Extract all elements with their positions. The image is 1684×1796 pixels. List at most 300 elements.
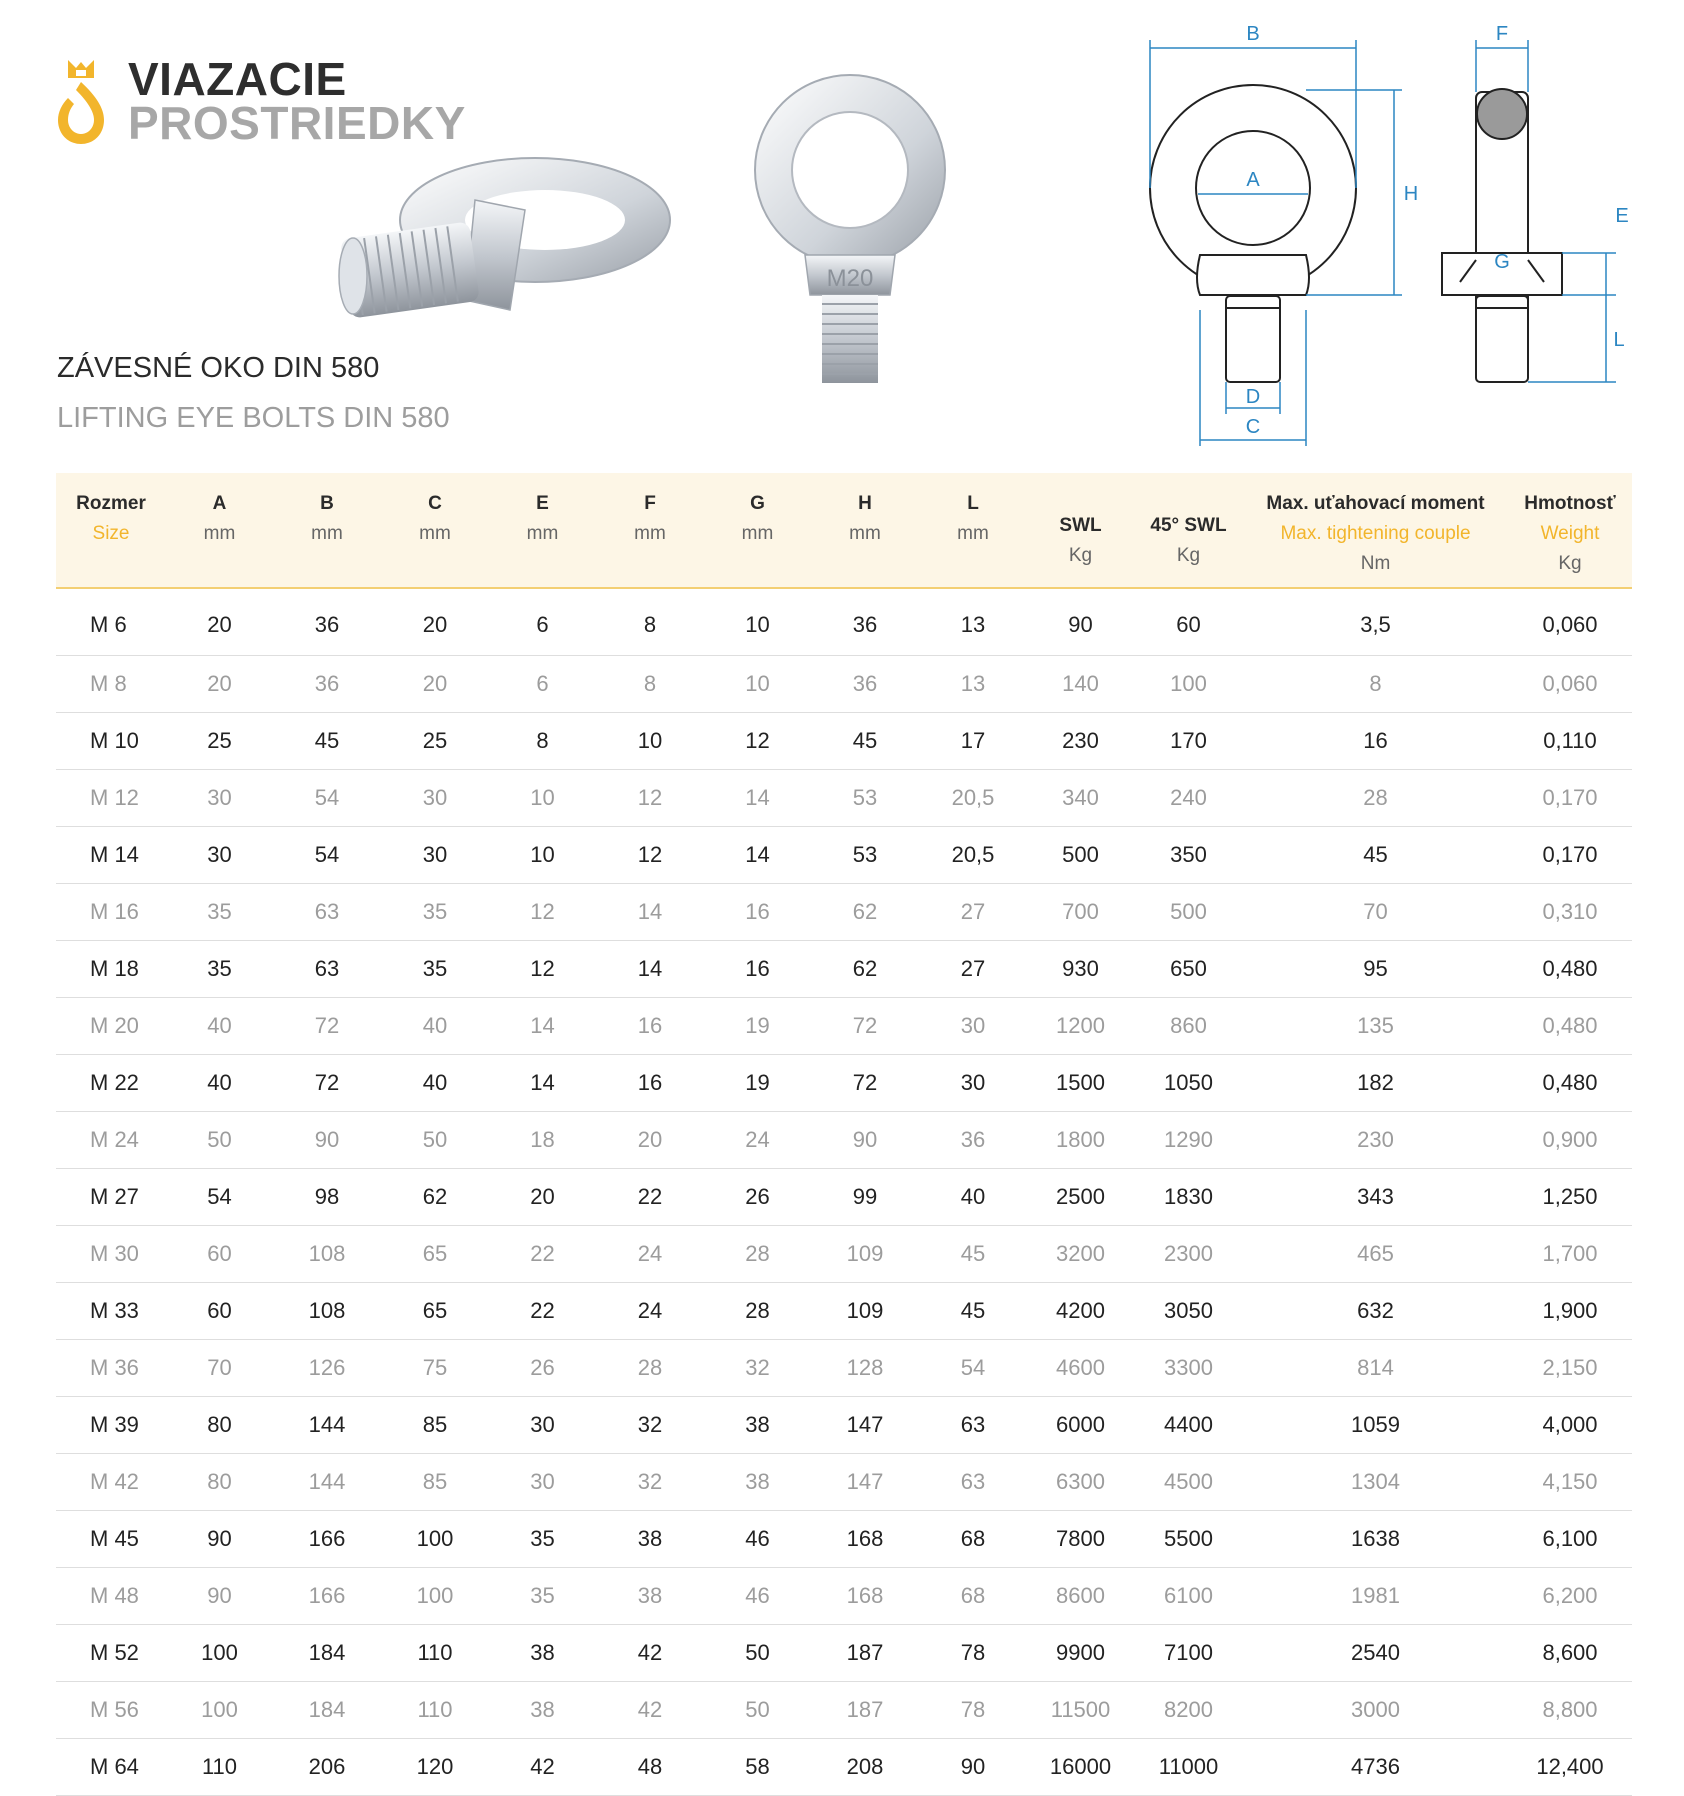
cell-f: 12 — [596, 770, 704, 827]
cell-e: 14 — [489, 998, 596, 1055]
col-header-l: L mm — [919, 473, 1027, 588]
cell-size: M 6 — [56, 588, 166, 656]
cell-f: 20 — [596, 1112, 704, 1169]
cell-b: 54 — [273, 770, 381, 827]
cell-h: 109 — [811, 1226, 919, 1283]
cell-torque: 1981 — [1243, 1568, 1508, 1625]
col-header-e: E mm — [489, 473, 596, 588]
cell-size: M 8 — [56, 656, 166, 713]
cell-swl: 6000 — [1027, 1397, 1134, 1454]
cell-c: 30 — [381, 770, 489, 827]
cell-b: 45 — [273, 713, 381, 770]
col-header-swl: SWL Kg — [1027, 473, 1134, 588]
cell-c: 110 — [381, 1625, 489, 1682]
cell-g: 19 — [704, 1055, 811, 1112]
cell-size: M 20 — [56, 998, 166, 1055]
cell-e: 26 — [489, 1340, 596, 1397]
cell-a: 90 — [166, 1511, 273, 1568]
cell-size: M 24 — [56, 1112, 166, 1169]
dim-label-f: F — [1495, 23, 1509, 45]
cell-swl: 230 — [1027, 713, 1134, 770]
cell-g: 12 — [704, 713, 811, 770]
cell-swl45: 650 — [1134, 941, 1243, 998]
cell-size: M 18 — [56, 941, 166, 998]
cell-f: 32 — [596, 1454, 704, 1511]
cell-a: 30 — [166, 827, 273, 884]
cell-g: 24 — [704, 1112, 811, 1169]
brand-name-line2: PROSTRIEDKY — [128, 97, 466, 149]
cell-swl: 1200 — [1027, 998, 1134, 1055]
cell-a: 100 — [166, 1682, 273, 1739]
cell-size: M 14 — [56, 827, 166, 884]
col-header-g: G mm — [704, 473, 811, 588]
table-row — [56, 1397, 1632, 1454]
cell-swl45: 860 — [1134, 998, 1243, 1055]
cell-l: 36 — [919, 1112, 1027, 1169]
cell-g: 50 — [704, 1682, 811, 1739]
cell-e: 35 — [489, 1511, 596, 1568]
cell-weight: 0,900 — [1508, 1112, 1632, 1169]
cell-weight: 1,250 — [1508, 1169, 1632, 1226]
table-row — [56, 1340, 1632, 1397]
table-row — [56, 1511, 1632, 1568]
brand-logo — [56, 52, 476, 152]
cell-c: 100 — [381, 1511, 489, 1568]
cell-torque: 45 — [1243, 827, 1508, 884]
cell-torque: 70 — [1243, 884, 1508, 941]
cell-f: 22 — [596, 1169, 704, 1226]
cell-size: M 48 — [56, 1568, 166, 1625]
table-header-row — [56, 473, 1632, 588]
cell-f: 38 — [596, 1511, 704, 1568]
dim-label-a: A — [1246, 169, 1260, 191]
cell-torque: 1638 — [1243, 1511, 1508, 1568]
cell-a: 25 — [166, 713, 273, 770]
cell-h: 128 — [811, 1340, 919, 1397]
cell-torque: 8 — [1243, 656, 1508, 713]
cell-weight: 6,100 — [1508, 1511, 1632, 1568]
cell-b: 63 — [273, 884, 381, 941]
table-row — [56, 1283, 1632, 1340]
col-header-swl45: 45° SWL Kg — [1134, 473, 1243, 588]
table-row — [56, 1454, 1632, 1511]
cell-e: 35 — [489, 1568, 596, 1625]
cell-e: 18 — [489, 1112, 596, 1169]
cell-c: 75 — [381, 1340, 489, 1397]
cell-b: 144 — [273, 1454, 381, 1511]
cell-swl: 1500 — [1027, 1055, 1134, 1112]
cell-b: 184 — [273, 1682, 381, 1739]
cell-c: 25 — [381, 713, 489, 770]
cell-l: 27 — [919, 884, 1027, 941]
cell-swl45: 4500 — [1134, 1454, 1243, 1511]
cell-weight: 0,480 — [1508, 1055, 1632, 1112]
cell-f: 14 — [596, 941, 704, 998]
table-row — [56, 588, 1632, 656]
table-row — [56, 1625, 1632, 1682]
cell-swl45: 500 — [1134, 884, 1243, 941]
dim-label-h: H — [1403, 183, 1419, 205]
cell-e: 38 — [489, 1682, 596, 1739]
cell-weight: 2,150 — [1508, 1340, 1632, 1397]
col-header-h: H mm — [811, 473, 919, 588]
cell-a: 40 — [166, 1055, 273, 1112]
dim-label-g: G — [1494, 251, 1510, 273]
cell-e: 38 — [489, 1625, 596, 1682]
cell-swl45: 60 — [1134, 588, 1243, 656]
cell-l: 78 — [919, 1625, 1027, 1682]
cell-e: 10 — [489, 827, 596, 884]
cell-weight: 4,150 — [1508, 1454, 1632, 1511]
cell-weight: 0,060 — [1508, 656, 1632, 713]
cell-b: 63 — [273, 941, 381, 998]
cell-e: 30 — [489, 1454, 596, 1511]
cell-g: 16 — [704, 884, 811, 941]
cell-swl: 8600 — [1027, 1568, 1134, 1625]
cell-swl45: 3300 — [1134, 1340, 1243, 1397]
cell-swl45: 4400 — [1134, 1397, 1243, 1454]
cell-g: 46 — [704, 1568, 811, 1625]
col-header-torque: Max. uťahovací moment Max. tightening couple Nm — [1243, 473, 1508, 588]
cell-g: 28 — [704, 1226, 811, 1283]
cell-e: 6 — [489, 588, 596, 656]
table-row — [56, 1226, 1632, 1283]
cell-f: 14 — [596, 884, 704, 941]
cell-f: 24 — [596, 1226, 704, 1283]
cell-a: 60 — [166, 1226, 273, 1283]
cell-l: 20,5 — [919, 770, 1027, 827]
eye-bolt-front-photo — [730, 70, 970, 390]
cell-e: 20 — [489, 1169, 596, 1226]
cell-size: M 64 — [56, 1739, 166, 1796]
cell-g: 38 — [704, 1397, 811, 1454]
cell-torque: 3000 — [1243, 1682, 1508, 1739]
cell-c: 100 — [381, 1568, 489, 1625]
cell-swl: 700 — [1027, 884, 1134, 941]
cell-h: 36 — [811, 656, 919, 713]
cell-swl45: 170 — [1134, 713, 1243, 770]
cell-weight: 1,900 — [1508, 1283, 1632, 1340]
cell-c: 40 — [381, 1055, 489, 1112]
cell-l: 78 — [919, 1682, 1027, 1739]
cell-h: 99 — [811, 1169, 919, 1226]
cell-swl45: 1050 — [1134, 1055, 1243, 1112]
cell-weight: 0,480 — [1508, 941, 1632, 998]
cell-torque: 16 — [1243, 713, 1508, 770]
cell-a: 54 — [166, 1169, 273, 1226]
cell-h: 53 — [811, 770, 919, 827]
cell-g: 28 — [704, 1283, 811, 1340]
cell-a: 80 — [166, 1397, 273, 1454]
dim-label-b: B — [1246, 23, 1260, 45]
spec-table — [56, 473, 1632, 1796]
cell-g: 26 — [704, 1169, 811, 1226]
cell-h: 147 — [811, 1397, 919, 1454]
cell-f: 48 — [596, 1739, 704, 1796]
cell-size: M 39 — [56, 1397, 166, 1454]
cell-h: 62 — [811, 941, 919, 998]
cell-c: 110 — [381, 1682, 489, 1739]
cell-l: 63 — [919, 1454, 1027, 1511]
col-header-f: F mm — [596, 473, 704, 588]
table-row — [56, 656, 1632, 713]
cell-e: 22 — [489, 1226, 596, 1283]
cell-a: 80 — [166, 1454, 273, 1511]
cell-h: 187 — [811, 1682, 919, 1739]
cell-f: 32 — [596, 1397, 704, 1454]
cell-weight: 0,310 — [1508, 884, 1632, 941]
cell-swl45: 6100 — [1134, 1568, 1243, 1625]
cell-e: 10 — [489, 770, 596, 827]
dim-label-c: C — [1245, 416, 1261, 438]
cell-b: 54 — [273, 827, 381, 884]
cell-swl45: 100 — [1134, 656, 1243, 713]
cell-g: 14 — [704, 770, 811, 827]
cell-size: M 12 — [56, 770, 166, 827]
cell-torque: 343 — [1243, 1169, 1508, 1226]
cell-l: 68 — [919, 1511, 1027, 1568]
cell-swl45: 240 — [1134, 770, 1243, 827]
cell-swl: 2500 — [1027, 1169, 1134, 1226]
table-row — [56, 770, 1632, 827]
cell-swl45: 7100 — [1134, 1625, 1243, 1682]
table-row — [56, 884, 1632, 941]
cell-a: 40 — [166, 998, 273, 1055]
cell-size: M 16 — [56, 884, 166, 941]
cell-swl45: 350 — [1134, 827, 1243, 884]
eye-bolt-side-photo — [335, 140, 675, 340]
cell-e: 6 — [489, 656, 596, 713]
cell-torque: 28 — [1243, 770, 1508, 827]
cell-swl: 340 — [1027, 770, 1134, 827]
cell-swl45: 5500 — [1134, 1511, 1243, 1568]
table-row — [56, 1055, 1632, 1112]
cell-size: M 42 — [56, 1454, 166, 1511]
col-header-b: B mm — [273, 473, 381, 588]
cell-g: 19 — [704, 998, 811, 1055]
table-row — [56, 998, 1632, 1055]
cell-size: M 45 — [56, 1511, 166, 1568]
cell-l: 68 — [919, 1568, 1027, 1625]
col-header-c: C mm — [381, 473, 489, 588]
cell-swl: 140 — [1027, 656, 1134, 713]
cell-c: 120 — [381, 1739, 489, 1796]
cell-g: 14 — [704, 827, 811, 884]
cell-h: 62 — [811, 884, 919, 941]
cell-swl45: 11000 — [1134, 1739, 1243, 1796]
cell-g: 58 — [704, 1739, 811, 1796]
cell-f: 42 — [596, 1625, 704, 1682]
cell-c: 65 — [381, 1283, 489, 1340]
cell-swl45: 1290 — [1134, 1112, 1243, 1169]
table-row — [56, 1112, 1632, 1169]
cell-swl: 6300 — [1027, 1454, 1134, 1511]
cell-e: 8 — [489, 713, 596, 770]
cell-h: 45 — [811, 713, 919, 770]
dim-label-l: L — [1613, 329, 1625, 351]
cell-swl: 3200 — [1027, 1226, 1134, 1283]
cell-weight: 8,800 — [1508, 1682, 1632, 1739]
cell-a: 35 — [166, 941, 273, 998]
cell-f: 12 — [596, 827, 704, 884]
cell-h: 168 — [811, 1511, 919, 1568]
cell-weight: 12,400 — [1508, 1739, 1632, 1796]
cell-b: 98 — [273, 1169, 381, 1226]
col-header-weight: Hmotnosť Weight Kg — [1508, 473, 1632, 588]
cell-f: 42 — [596, 1682, 704, 1739]
cell-c: 20 — [381, 656, 489, 713]
table-row — [56, 1568, 1632, 1625]
cell-g: 46 — [704, 1511, 811, 1568]
col-header-a: A mm — [166, 473, 273, 588]
cell-l: 30 — [919, 998, 1027, 1055]
cell-c: 30 — [381, 827, 489, 884]
cell-weight: 0,480 — [1508, 998, 1632, 1055]
cell-f: 38 — [596, 1568, 704, 1625]
cell-f: 28 — [596, 1340, 704, 1397]
cell-weight: 0,110 — [1508, 713, 1632, 770]
cell-torque: 95 — [1243, 941, 1508, 998]
cell-h: 53 — [811, 827, 919, 884]
cell-h: 109 — [811, 1283, 919, 1340]
cell-size: M 30 — [56, 1226, 166, 1283]
cell-l: 45 — [919, 1226, 1027, 1283]
cell-torque: 632 — [1243, 1283, 1508, 1340]
cell-g: 38 — [704, 1454, 811, 1511]
col-header-size: Rozmer Size — [56, 473, 166, 588]
cell-b: 144 — [273, 1397, 381, 1454]
cell-l: 54 — [919, 1340, 1027, 1397]
cell-swl: 16000 — [1027, 1739, 1134, 1796]
cell-a: 30 — [166, 770, 273, 827]
cell-swl45: 1830 — [1134, 1169, 1243, 1226]
cell-weight: 0,060 — [1508, 588, 1632, 656]
cell-weight: 4,000 — [1508, 1397, 1632, 1454]
cell-f: 8 — [596, 656, 704, 713]
cell-swl: 930 — [1027, 941, 1134, 998]
cell-a: 20 — [166, 588, 273, 656]
cell-h: 90 — [811, 1112, 919, 1169]
cell-a: 60 — [166, 1283, 273, 1340]
cell-c: 35 — [381, 884, 489, 941]
cell-size: M 36 — [56, 1340, 166, 1397]
table-row — [56, 1739, 1632, 1796]
cell-swl45: 8200 — [1134, 1682, 1243, 1739]
cell-l: 27 — [919, 941, 1027, 998]
cell-f: 10 — [596, 713, 704, 770]
cell-c: 40 — [381, 998, 489, 1055]
cell-torque: 135 — [1243, 998, 1508, 1055]
cell-c: 50 — [381, 1112, 489, 1169]
cell-swl: 9900 — [1027, 1625, 1134, 1682]
cell-g: 10 — [704, 656, 811, 713]
cell-size: M 56 — [56, 1682, 166, 1739]
product-subtitle: LIFTING EYE BOLTS DIN 580 — [57, 402, 450, 434]
cell-e: 42 — [489, 1739, 596, 1796]
cell-c: 65 — [381, 1226, 489, 1283]
cell-l: 45 — [919, 1283, 1027, 1340]
cell-weight: 8,600 — [1508, 1625, 1632, 1682]
table-row — [56, 713, 1632, 770]
cell-torque: 1059 — [1243, 1397, 1508, 1454]
cell-a: 90 — [166, 1568, 273, 1625]
cell-h: 72 — [811, 998, 919, 1055]
cell-a: 110 — [166, 1739, 273, 1796]
cell-b: 72 — [273, 1055, 381, 1112]
cell-torque: 2540 — [1243, 1625, 1508, 1682]
cell-b: 72 — [273, 998, 381, 1055]
hook-icon — [56, 56, 106, 146]
cell-b: 90 — [273, 1112, 381, 1169]
cell-g: 16 — [704, 941, 811, 998]
cell-b: 36 — [273, 656, 381, 713]
dim-label-e: E — [1615, 205, 1629, 227]
cell-h: 72 — [811, 1055, 919, 1112]
cell-f: 8 — [596, 588, 704, 656]
cell-g: 10 — [704, 588, 811, 656]
table-row — [56, 827, 1632, 884]
cell-b: 108 — [273, 1283, 381, 1340]
cell-c: 35 — [381, 941, 489, 998]
cell-size: M 22 — [56, 1055, 166, 1112]
cell-h: 168 — [811, 1568, 919, 1625]
cell-a: 100 — [166, 1625, 273, 1682]
cell-f: 16 — [596, 1055, 704, 1112]
cell-g: 32 — [704, 1340, 811, 1397]
table-body — [56, 588, 1632, 1796]
cell-f: 24 — [596, 1283, 704, 1340]
cell-weight: 0,170 — [1508, 770, 1632, 827]
cell-l: 90 — [919, 1739, 1027, 1796]
cell-torque: 1304 — [1243, 1454, 1508, 1511]
cell-a: 70 — [166, 1340, 273, 1397]
cell-h: 208 — [811, 1739, 919, 1796]
dim-label-d: D — [1245, 386, 1261, 408]
cell-a: 35 — [166, 884, 273, 941]
dimension-diagram — [1130, 20, 1650, 450]
cell-size: M 10 — [56, 713, 166, 770]
cell-swl: 4600 — [1027, 1340, 1134, 1397]
table-row — [56, 1682, 1632, 1739]
cell-weight: 1,700 — [1508, 1226, 1632, 1283]
cell-b: 126 — [273, 1340, 381, 1397]
cell-swl45: 2300 — [1134, 1226, 1243, 1283]
cell-l: 17 — [919, 713, 1027, 770]
cell-size: M 27 — [56, 1169, 166, 1226]
cell-swl45: 3050 — [1134, 1283, 1243, 1340]
cell-h: 187 — [811, 1625, 919, 1682]
cell-h: 147 — [811, 1454, 919, 1511]
cell-l: 63 — [919, 1397, 1027, 1454]
cell-l: 13 — [919, 588, 1027, 656]
cell-l: 20,5 — [919, 827, 1027, 884]
cell-l: 30 — [919, 1055, 1027, 1112]
cell-e: 12 — [489, 941, 596, 998]
cell-torque: 182 — [1243, 1055, 1508, 1112]
cell-swl: 90 — [1027, 588, 1134, 656]
cell-c: 62 — [381, 1169, 489, 1226]
cell-b: 206 — [273, 1739, 381, 1796]
cell-f: 16 — [596, 998, 704, 1055]
product-title: ZÁVESNÉ OKO DIN 580 — [57, 352, 380, 384]
cell-torque: 230 — [1243, 1112, 1508, 1169]
cell-size: M 33 — [56, 1283, 166, 1340]
cell-c: 20 — [381, 588, 489, 656]
cell-swl: 1800 — [1027, 1112, 1134, 1169]
cell-l: 40 — [919, 1169, 1027, 1226]
cell-b: 166 — [273, 1511, 381, 1568]
cell-l: 13 — [919, 656, 1027, 713]
